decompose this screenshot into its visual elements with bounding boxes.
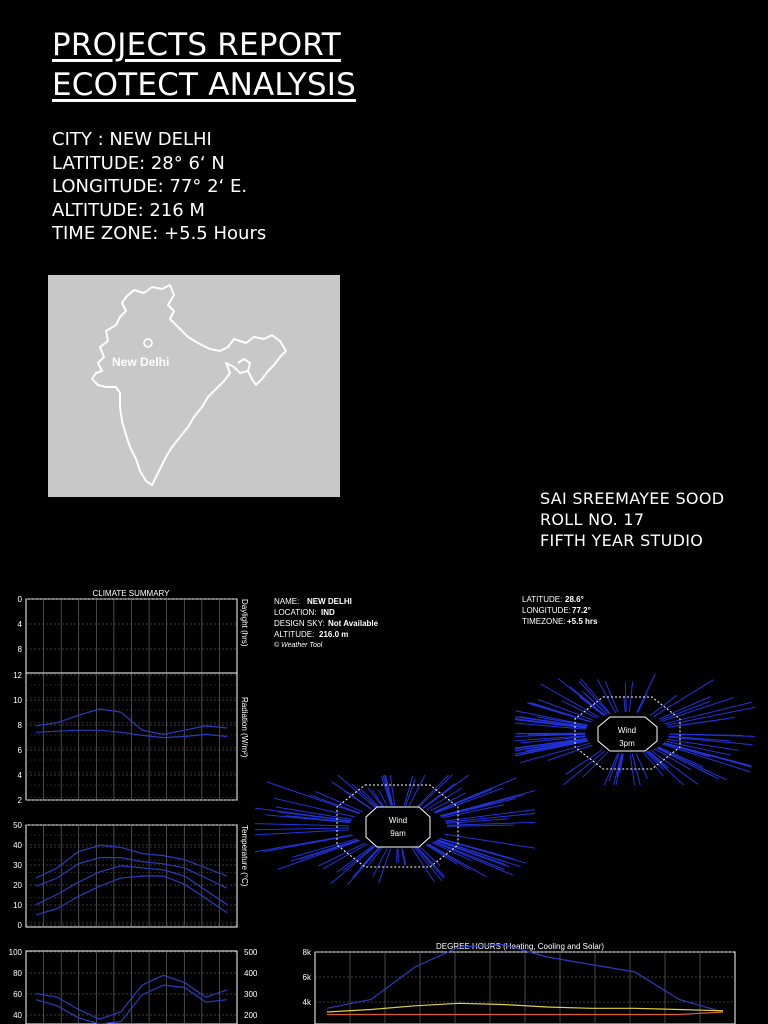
climate-tick-label: 40 (13, 841, 22, 850)
wind-ray (665, 702, 752, 724)
climate-right-tick-label: 500 (244, 948, 258, 957)
india-outline-graphic (48, 275, 340, 497)
location-value: IND (321, 608, 335, 617)
wind-ray (316, 792, 363, 812)
author-block (540, 488, 724, 551)
new-delhi-label: New Delhi (112, 355, 170, 369)
wind-rose-9am (255, 775, 535, 895)
climate-tick-label: 20 (13, 881, 22, 890)
wind-ray (667, 717, 735, 727)
wind-ray (332, 775, 375, 808)
wind-ray (637, 674, 656, 713)
author-name: SAI SREEMAYEE SOOD (540, 489, 725, 508)
wind-rose-9am-inner (366, 807, 430, 847)
wind-rose-9am-label1: Wind (388, 816, 408, 825)
wind-ray (293, 839, 357, 857)
wind-ray (441, 803, 492, 816)
degree-chart-title: DEGREE HOURS (Heating, Cooling and Solar) (435, 942, 605, 951)
report-title-line2: ECOTECT ANALYSIS (52, 67, 356, 103)
roll-number: ROLL NO. 17 (540, 510, 645, 529)
timezone-text: TIME ZONE: +5.5 Hours (52, 223, 267, 244)
weather-info-right (522, 594, 597, 627)
wind-ray (558, 751, 605, 785)
climate-tick-label: 100 (8, 948, 22, 957)
daylight-axis-label: Daylight (hrs) (240, 599, 249, 647)
longitude-text: LONGITUDE: 77° 2‘ E. (52, 176, 248, 197)
weather-tool-credit: © Weather Tool (274, 642, 323, 649)
degree-grid (303, 948, 735, 1024)
wind-ray (255, 824, 349, 826)
wind-ray (625, 683, 626, 713)
location-key: LOCATION: (274, 608, 317, 617)
temperature-axis-label: Temperature (°C) (240, 825, 249, 887)
wind-ray (434, 842, 513, 875)
new-delhi-marker (144, 339, 152, 347)
wind-ray (255, 830, 349, 836)
climate-tick-label: 4 (17, 771, 22, 780)
degree-tick-label: 4k (302, 998, 311, 1007)
india-outline (92, 285, 286, 485)
climate-tick-label: 0 (17, 595, 22, 604)
climate-right-tick-label: 400 (244, 969, 258, 978)
climate-tick-label: 10 (13, 901, 22, 910)
climate-tick-label: 10 (13, 696, 22, 705)
wind-ray (434, 842, 504, 870)
climate-tick-label: 4 (17, 620, 22, 629)
wind-ray (423, 775, 478, 808)
wind-ray (624, 696, 626, 712)
india-map (48, 275, 340, 497)
location-info (52, 128, 266, 246)
design-sky-key: DESIGN SKY: (274, 619, 325, 628)
city-text: CITY : NEW DELHI (52, 129, 212, 150)
climate-tick-label: 8 (17, 721, 22, 730)
climate-right-tick-label: 200 (244, 1011, 258, 1020)
design-sky-value: Not Available (328, 619, 379, 628)
wind-ray (446, 812, 535, 822)
latitude-text: LATITUDE: 28° 6‘ N (52, 152, 225, 174)
wind-rose-3pm (515, 665, 755, 785)
wind-rose-3pm-label2: 3pm (619, 739, 635, 748)
wind-ray (583, 752, 608, 777)
latitude-value: 28.6° (565, 595, 584, 604)
degree-tick-label: 6k (302, 973, 311, 982)
wind-rose-9am-label2: 9am (390, 829, 406, 838)
longitude-key: LONGITUDE: (522, 606, 571, 615)
latitude-key: LATITUDE: (522, 595, 563, 604)
wind-ray (397, 849, 398, 863)
climate-tick-label: 0 (17, 921, 22, 930)
degree-tick-label: 8k (302, 948, 311, 957)
report-title-line1: PROJECTS REPORT (52, 27, 341, 63)
climate-tick-label: 80 (13, 969, 22, 978)
longitude-value: 77.2° (572, 606, 591, 615)
wind-ray (562, 701, 598, 719)
climate-tick-label: 30 (13, 861, 22, 870)
climate-tick-label: 50 (13, 821, 22, 830)
wind-ray (255, 828, 349, 830)
altitude-value: 216.0 m (319, 630, 349, 639)
radiation-axis-label: Radiation (W/m²) (240, 697, 249, 758)
climate-tick-label: 2 (17, 796, 22, 805)
climate-tick-label: 8 (17, 645, 22, 654)
degree-hours-chart (295, 938, 745, 1024)
climate-tick-label: 40 (13, 1011, 22, 1020)
climate-tick-label: 6 (17, 746, 22, 755)
climate-tick-label: 12 (13, 671, 22, 680)
name-key: NAME: (274, 597, 300, 606)
timezone-value: +5.5 hrs (567, 617, 598, 626)
climate-grid (26, 599, 237, 1024)
name-value: NEW DELHI (307, 597, 352, 606)
northeast-outline (238, 359, 250, 371)
wind-ray (541, 684, 600, 717)
climate-tick-label: 60 (13, 990, 22, 999)
climate-summary-chart (0, 585, 262, 1024)
altitude-text: ALTITUDE: 216 M (52, 199, 205, 221)
wind-ray (290, 840, 358, 862)
wind-ray (310, 795, 361, 813)
wind-ray (649, 751, 669, 768)
climate-right-tick-label: 300 (244, 990, 258, 999)
altitude-key: ALTITUDE: (274, 630, 315, 639)
timezone-key: TIMEZONE: (522, 617, 566, 626)
wind-ray (419, 775, 455, 807)
wind-rose-3pm-label1: Wind (617, 726, 637, 735)
climate-chart-title: CLIMATE SUMMARY (92, 589, 170, 598)
wind-ray (267, 782, 359, 814)
weather-info-left (274, 596, 378, 651)
wind-ray (437, 840, 506, 864)
climate-ticks (9, 595, 258, 1020)
studio-name: FIFTH YEAR STUDIO (540, 531, 704, 550)
